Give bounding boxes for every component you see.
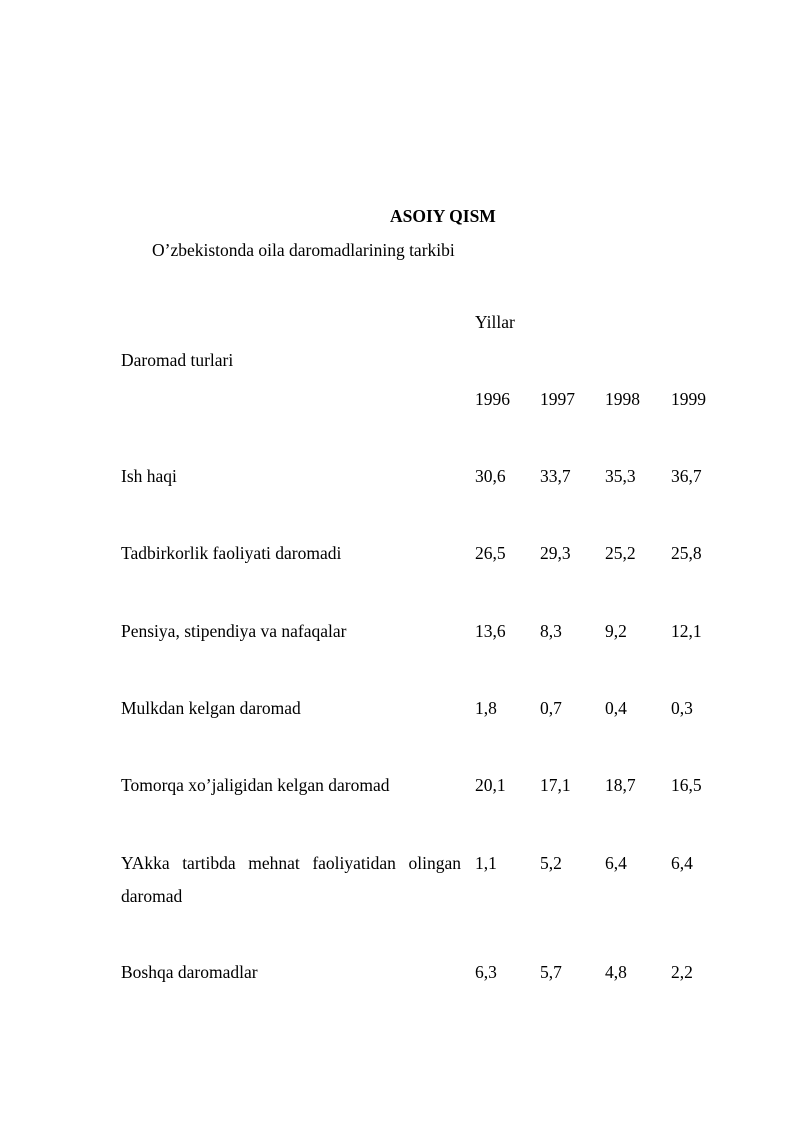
year-header-1999: 1999	[671, 389, 706, 409]
year-header-1997: 1997	[540, 389, 575, 409]
cell-value: 35,3	[605, 466, 636, 486]
row-label: Tomorqa xo’jaligidan kelgan daromad	[121, 775, 390, 795]
cell-value: 25,8	[671, 543, 702, 563]
income-types-header: Daromad turlari	[121, 350, 234, 370]
cell-value: 6,4	[605, 853, 627, 873]
cell-value: 36,7	[671, 466, 702, 486]
cell-value: 29,3	[540, 543, 571, 563]
cell-value: 1,1	[475, 853, 497, 873]
cell-value: 17,1	[540, 775, 571, 795]
row-label: Ish haqi	[121, 466, 177, 486]
page-heading: ASOIY QISM	[390, 206, 496, 226]
cell-value: 5,7	[540, 962, 562, 982]
cell-value: 4,8	[605, 962, 627, 982]
cell-value: 26,5	[475, 543, 506, 563]
row-label: Mulkdan kelgan daromad	[121, 698, 301, 718]
row-label: Tadbirkorlik faoliyati daromadi	[121, 543, 342, 563]
cell-value: 2,2	[671, 962, 693, 982]
year-header-1998: 1998	[605, 389, 640, 409]
cell-value: 6,4	[671, 853, 693, 873]
cell-value: 5,2	[540, 853, 562, 873]
cell-value: 20,1	[475, 775, 506, 795]
cell-value: 18,7	[605, 775, 636, 795]
year-header-1996: 1996	[475, 389, 510, 409]
cell-value: 9,2	[605, 621, 627, 641]
cell-value: 1,8	[475, 698, 497, 718]
page-subtitle: O’zbekistonda oila daromadlarining tarkibi	[152, 240, 455, 260]
cell-value: 0,3	[671, 698, 693, 718]
cell-value: 25,2	[605, 543, 636, 563]
row-label: YAkka tartibda mehnat faoliyatidan olingan daromad	[121, 853, 461, 906]
cell-value: 33,7	[540, 466, 571, 486]
cell-value: 13,6	[475, 621, 506, 641]
cell-value: 0,7	[540, 698, 562, 718]
cell-value: 0,4	[605, 698, 627, 718]
years-group-header: Yillar	[475, 312, 515, 332]
cell-value: 12,1	[671, 621, 702, 641]
row-label: Pensiya, stipendiya va nafaqalar	[121, 621, 347, 641]
cell-value: 30,6	[475, 466, 506, 486]
cell-value: 6,3	[475, 962, 497, 982]
cell-value: 16,5	[671, 775, 702, 795]
cell-value: 8,3	[540, 621, 562, 641]
row-label: Boshqa daromadlar	[121, 962, 258, 982]
